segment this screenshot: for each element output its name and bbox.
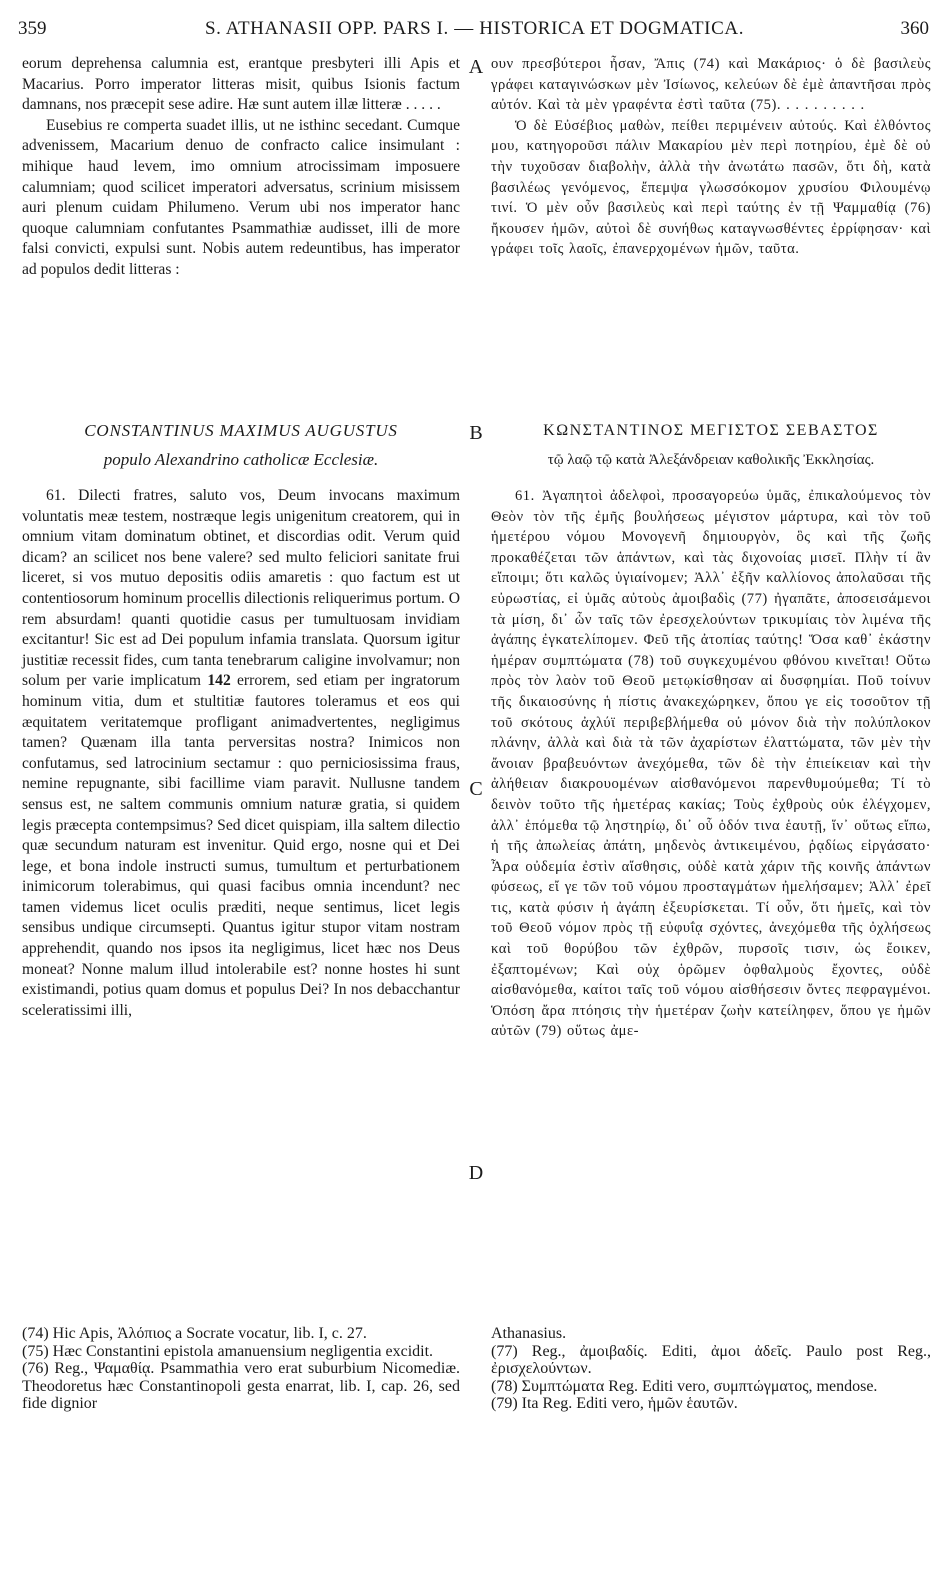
latin-letter-body [22, 486, 460, 1021]
section-marker-b: B [469, 422, 483, 444]
footnote-79: (79) Ita Reg. Editi vero, ἡμῶν ἑαυτῶν. [491, 1395, 738, 1413]
section-marker-c: C [469, 778, 483, 800]
footnote-77: (77) Reg., ἀμοιβαδίς. Editi, ἀμοι ἀδεῖς. Paulo post Reg., ἐρισχελούντων. [491, 1342, 931, 1378]
latin-paragraph-1: eorum deprehensa calumnia est, erantque presbyteri illi Apis et Macarius. Porro imperator litteras misit, quibus Isionis factum damnans, nos præcepit sese adire. Hæ sunt autem illæ litteræ . . . . . [22, 55, 460, 114]
greek-paragraph-1: ουν πρεσβύτεροι ἦσαν, Ἄπις (74) καὶ Μακάριος· ὁ δὲ βασιλεὺς γράφει καταγινώσκων μὲν Ἰσίωνος, κελεύων δὲ ἐμὲ ἀπαντῆσαι πρὸς αὐτόν. Καὶ τὰ μὲν γραφέντα ἐστὶ ταῦτα (75). . . . . . . . . . [491, 56, 931, 114]
latin-paragraph-3-part-2: errorem, sed etiam per ingratorum hominum vitia, dum et stultitiæ fautores toleramus et eos qui æquitatem veritatemque profligant animadvertentes, negligimus tamen? Quænam illa tanta perversitas nostra? Inimicos non confutamus, sed latrocinium sectamur : quo perniciosissima fraus, nemine repugnante, sibi facillime viam paravit. Nullusne tandem sensus est, ne saltem communis omnium naturæ gratia, si quidem legis præcepta contempsimus? Sed dicet quispiam, illa saltem dilectio quæ secundum naturam est invenitur. Quid ergo, nosne qui et Dei lege, et bona indole instructi sumus, tumultum et perturbationem inimicorum tolerabimus, qui quasi facibus omnia incendunt? nec tamen videmus licet oculis præditi, neque sentimus, licet legis sensibus undique circumsepti. Quantus igitur stupor vitam nostram apprehendit, quando nos ipsos ita negligimus, licet hæc nos Deus moneat? Nonne malum illud intolerabile est? nonne hostes hi sunt existimandi, potius quam domus et populus Dei? In nos debacchantur sceleratissimi illi, [22, 672, 460, 1019]
footnotes-left [22, 1325, 460, 1413]
footnotes-right [491, 1325, 931, 1413]
footnote-76-continued: Athanasius. [491, 1325, 567, 1342]
footnote-74: (74) Hic Apis, Ἀλόπιος a Socrate vocatur, lib. I, c. 27. [22, 1325, 367, 1342]
running-header [18, 18, 931, 48]
section-marker-d: D [468, 1162, 484, 1184]
greek-letter-heading [491, 420, 931, 471]
latin-paragraph-3-part-1: 61. Dilecti fratres, saluto vos, Deum invocans maximum voluntatis meæ testem, nostræque legis unigenitum creatorem, qui in omnium vitam dominatum obtinet, et discordias odit. Verum quid dicam? an scilicet nos bene valere? sed multo feliciori sanitate frui liceret, si vos mutuo depositis odiis amaretis : quo factum est ut contentiosorum hominum procellis dilectionis reliquerimus portum. O rem absurdam! quanti quotidie casus per tumultuosam invidiam excitantur! Sic est ad Dei populum infamia translata. Quorsum igitur justitiæ recessit fides, cum tanta tenebrarum caligine involvamur; non solum per varie implicatum [22, 487, 460, 690]
greek-letter-body [491, 486, 931, 1042]
margin-reference-number: 142 [207, 672, 231, 690]
running-title: S. ATHANASII OPP. PARS I. — HISTORICA ET DOGMATICA. [204, 18, 745, 39]
footnote-76: (76) Reg., Ψαμαθίᾳ. Psammathia vero erat suburbium Nicomediæ. Theodoretus hæc Constantinopoli gesta enarrat, lib. I, cap. 26, sed fide dignior [22, 1360, 460, 1413]
latin-column [22, 54, 460, 281]
greek-letter-title: ΚΩΝΣΤΑΝΤΙΝΟΣ ΜΕΓΙΣΤΟΣ ΣΕΒΑΣΤΟΣ [543, 422, 879, 439]
footnote-75: (75) Hæc Constantini epistola amanuensium negligentia excidit. [22, 1342, 434, 1360]
footnote-78: (78) Συμπτώματα Reg. Editi vero, συμπτώγματος, mendose. [491, 1377, 878, 1395]
greek-paragraph-2: Ὁ δὲ Εὐσέβιος μαθὼν, πείθει περιμένειν αὐτούς. Καὶ ἐλθόντος μου, κατηγοροῦσι πάλιν Μακαρίου μὲν περὶ ποτηρίου, ἐμὲ δὲ οὐ τὴν τυχοῦσαν διαβολὴν, ἀλλὰ τὴν ἀνωτάτω πασῶν, ὅτι δὴ, κατὰ βασιλέως γενόμενος, ἔπεμψα γλωσσόκομον χρυσίου Φιλουμένῳ τινί. Ὁ μὲν οὖν βασιλεὺς καὶ περὶ ταύτης ἐν τῇ Ψαμμαθίᾳ (76) ἤκουσεν ἡμῶν, αὐτοὶ δὲ συνήθως καταγνωσθέντες ἐρρίφησαν· καὶ γράφει τοῖς λαοῖς, ἐπανερχομένων ἡμῶν, ταῦτα. [491, 117, 931, 258]
latin-letter-subtitle: populo Alexandrino catholicæ Ecclesiæ. [103, 450, 379, 469]
greek-paragraph-3: 61. Ἀγαπητοὶ ἀδελφοὶ, προσαγορεύω ὑμᾶς, ἐπικαλούμενος τὸν Θεὸν τὸν τῆς ἐμῆς βουλήσεως μέγιστον μάρτυρα, καὶ τὸν τοῦ ἡμετέρου νόμου Μονογενῆ δημιουργὸν, ὃς καὶ τῆς ζωῆς προκαθέζεται τῶν ἁπάντων, καὶ τὰς διχονοίας μισεῖ. Πλὴν τί ἂν εἴποιμι; ὅτι καλῶς ὑγιαίνομεν; Ἀλλ᾽ ἐξῆν καλλίονος ἀπολαῦσαι τῆς εὐρωστίας, εἰ ὑμᾶς αὐτοὺς ἀμοιβαδὶς (77) ἠγαπᾶτε, ἀποσεισάμενοι τὰ μίση, δι᾽ ὧν ταῖς τῶν ἐρεσχελούντων τρικυμίαις τὸν λιμένα τῆς ἀγάπης ἐγκατελίπομεν. Φεῦ τῆς ἀτοπίας ταύτης! Ὅσα καθ᾽ ἑκάστην ἡμέραν συμπτώματα (78) τοῦ συγκεχυμένου φθόνου κινεῖται! Οὕτω πρὸς τὸν λαὸν τοῦ Θεοῦ μετῳκίσθησαν αἱ δυσφημίαι. Ποῦ τοίνυν τῆς δικαιοσύνης ἡ πίστις ἀνακεχώρηκεν, ὅπου γε εἰς τοσοῦτον τῇ τοῦ σκότους ἀχλύϊ περιβεβλήμεθα οὐ μόνον διὰ τὴν πολύπλοκον πλάνην, ἀλλὰ καὶ διὰ τὰ τῶν ἀχαρίστων ἐλαττώματα, τῶν μὲν τὴν ἄνοιαν βραβευόντων ἀνεχόμεθα, τῶν δὲ τὴν ἐπιείκειαν καὶ τὴν ἀλήθειαν διακρουομένων αἰσθανόμενοι παρενθυμούμεθα; Τί τὸ δεινὸν τοῦτο τῆς ἡμετέρας κακίας; Τοὺς ἐχθροὺς οὐκ ἐλέγχομεν, ἀλλ᾽ ἑπόμεθα τῷ ληστηρίῳ, δι᾽ οὗ ὁδόν τινα ἑαυτῇ, ἵν᾽ οὕτως εἴπω, ἡ τῆς ἀπωλείας ἀπάτη, μηδενὸς ἀντικειμένου, ῥᾳδίως εἰργάσατο· Ἆρα οὐδεμία ἐστὶν αἴσθησις, οὐδὲ κατὰ χάριν τῆς κοινῆς ἁπάντων φύσεως, εἴ γε τῶν τοῦ νόμου προσταγμάτων ἠμελήσαμεν; Ἀλλ᾽ ἐρεῖ τις, κατὰ φύσιν ἡ ἀγάπη ἐξευρίσκεται. Τί οὖν, ὅτι ἡμεῖς, καὶ τὸν τοῦ Θεοῦ νόμον πρὸς τῇ εὐφυΐᾳ σχόντες, ἀνεχόμεθα τῆς ὀχλήσεως καὶ τοῦ θορύβου τῶν ἐχθρῶν, πυρσοῖς τισιν, ὡς ἔοικεν, ἐξαπτομένων; Καὶ οὐχ ὁρῶμεν ὀφθαλμοὺς ἔχοντες, οὐδὲ αἰσθανόμεθα, καίτοι ταῖς τοῦ νόμου αἰσθήσεσιν ὄντες πεφραγμένοι. Ὁπόση ἄρα πτόησις τὴν ἡμετέραν ζωὴν κατείληφεν, ὅπου γε ἡμῶν αὐτῶν (79) οὕτως ἀμε- [491, 488, 931, 1040]
greek-column [491, 54, 931, 260]
latin-letter-title: CONSTANTINUS MAXIMUS AUGUSTUS [84, 421, 398, 440]
page-number-right: 360 [900, 18, 929, 39]
section-marker-a: A [468, 56, 484, 78]
latin-paragraph-3 [22, 486, 460, 1021]
greek-letter-subtitle: τῷ λαῷ τῷ κατὰ Ἀλεξάνδρειαν καθολικῆς Ἐκκλησίας. [547, 452, 875, 468]
latin-paragraph-2: Eusebius re comperta suadet illis, ut ne isthinc secedant. Cumque advenissem, Macarium denuo de confracto calice insimulant : mihique haud levem, imo omnium atrocissimam imposuere calumniam; quod scilicet imperatori adversatus, scrinium misissem auri plenum cuidam Philumeno. Verum ubi nos imperator hanc quoque calumniam confutantes Psammathiæ audisset, illi de more falsi convicti, expulsi sunt. Nobis autem redeuntibus, has imperator ad populos dedit litteras : [22, 116, 460, 278]
latin-letter-heading [22, 420, 460, 471]
page-number-left: 359 [18, 18, 47, 39]
